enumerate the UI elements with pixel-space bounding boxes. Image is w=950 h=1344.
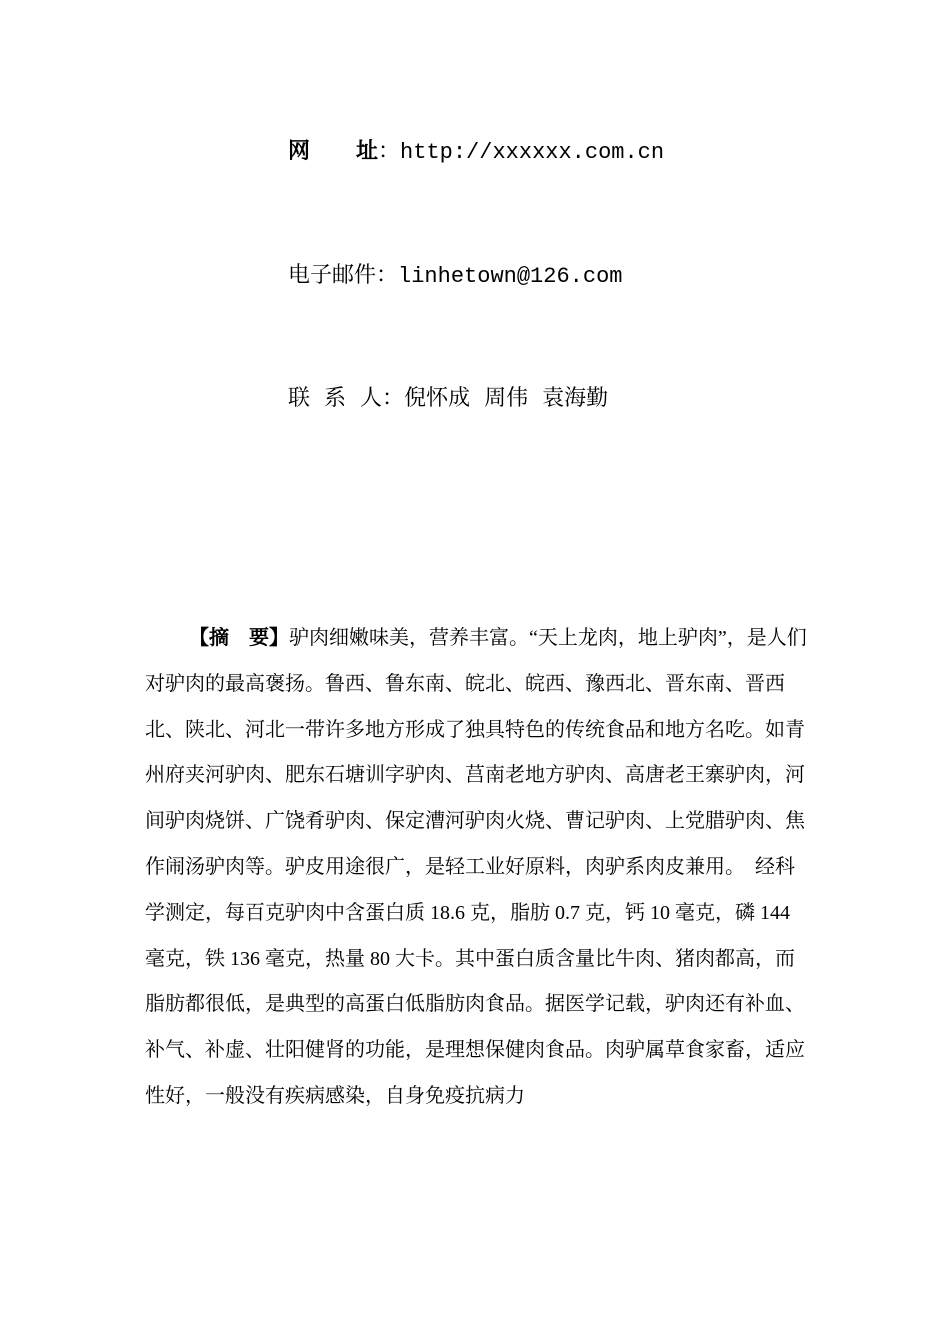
contact-person-name-1: 倪怀成 [404, 386, 471, 411]
contact-person-name-2: 周伟 [484, 386, 529, 411]
website-line [288, 137, 664, 168]
contact-person-label-char3: 人 [360, 386, 383, 411]
email-value: linhetown@126.com [398, 264, 623, 289]
email-separator: ： [376, 263, 399, 288]
contact-person-label-char1: 联 [288, 386, 311, 411]
email-label: 电子邮件 [288, 263, 377, 288]
abstract-body: 驴肉细嫩味美，营养丰富。“天上龙肉，地上驴肉”，是人们对驴肉的最高褒扬。鲁西、鲁东南、皖北、皖西、豫西北、晋东南、晋西北、陕北、河北一带许多地方形成了独具特色的传统食品和地方名吃。如青州府夹河驴肉、肥东石塘训字驴肉、莒南老地方驴肉、高唐老王寨驴肉，河间驴肉烧饼、广饶肴驴肉、保定漕河驴肉火烧、曹记驴肉、上党腊驴肉、焦作闹汤驴肉等。驴皮用途很广，是轻工业好原料，肉驴系肉皮兼用。 经科学测定，每百克驴肉中含蛋白质 18.6 克，脂肪 0.7 克，钙 10 毫克，磷 144 毫克，铁 136 毫克，热量 80 大卡。其中蛋白质含量比牛肉、猪肉都高，而脂肪都很低，是典型的高蛋白低脂肪肉食品。据医学记载，驴肉还有补血、补气、补虚、壮阳健肾的功能，是理想保健肉食品。肉驴属草食家畜，适应性好，一般没有疾病感染，自身免疫抗病力 [145, 627, 807, 1107]
abstract-heading: 【摘 要】 [189, 627, 289, 649]
contact-person-label-char2: 系 [324, 386, 347, 411]
website-label-char1: 网 [288, 139, 311, 164]
contact-person-line [288, 384, 608, 414]
website-separator: ： [378, 139, 401, 164]
email-line [288, 261, 622, 292]
abstract-paragraph [145, 616, 813, 1120]
contact-person-name-3: 袁海勤 [542, 386, 609, 411]
website-value: http://xxxxxx.com.cn [400, 140, 665, 165]
website-label-char2: 址 [356, 139, 379, 164]
contact-person-separator: ： [382, 386, 405, 411]
